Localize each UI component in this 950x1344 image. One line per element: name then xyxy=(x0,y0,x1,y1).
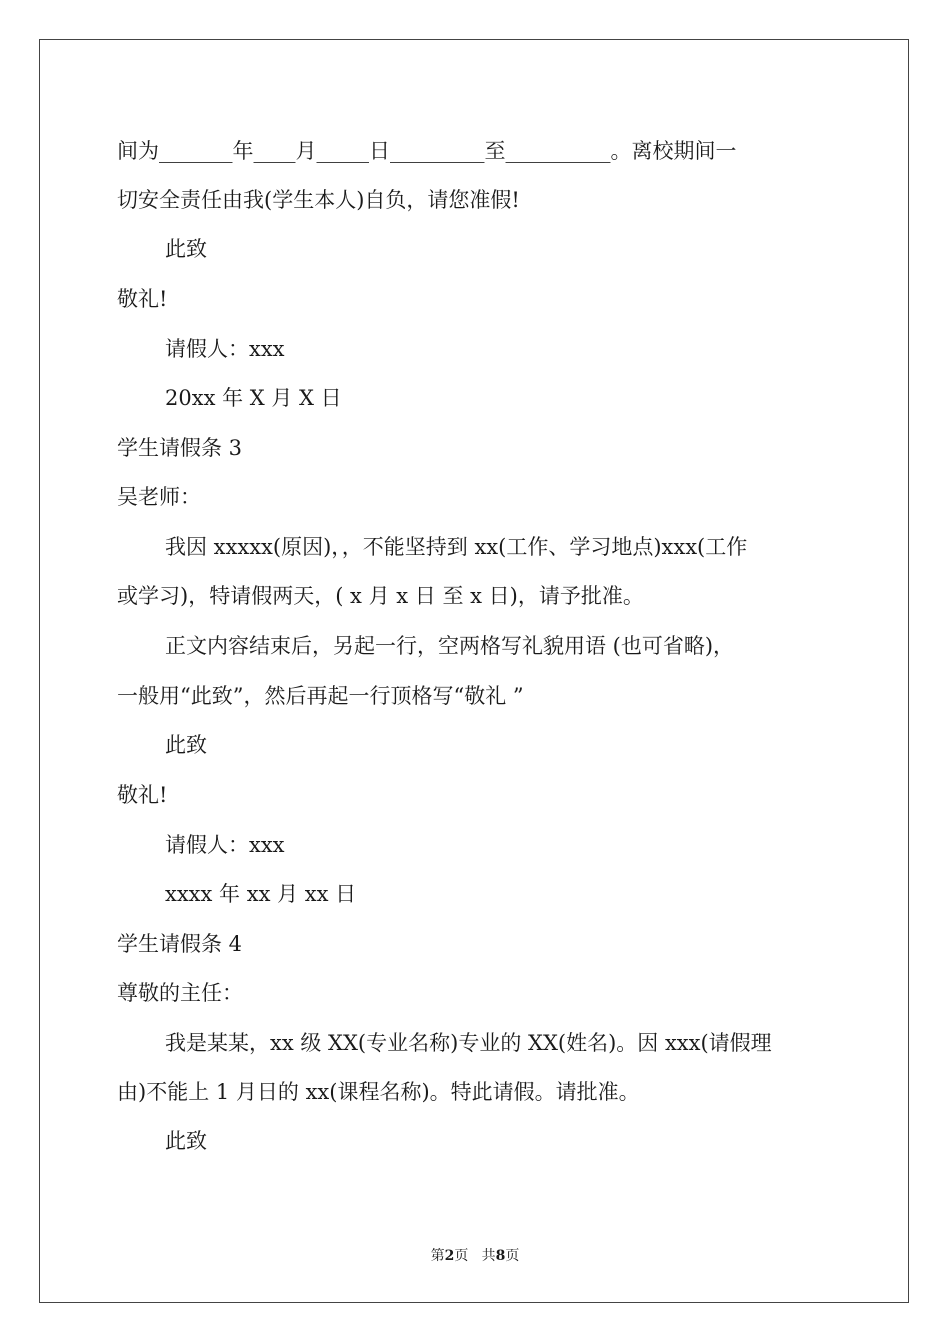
text-line: 20xx 年 X 月 X 日 xyxy=(165,386,342,410)
footer-suffix: 页 xyxy=(505,1248,520,1264)
text-line: 请假人：xxx xyxy=(165,337,285,361)
text-line: 请假人：xxx xyxy=(165,833,285,857)
text-line: 正文内容结束后，另起一行，空两格写礼貌用语 (也可省略)， xyxy=(165,634,735,658)
text-line: 我是某某，xx 级 XX(专业名称)专业的 XX(姓名)。因 xxx(请假理 xyxy=(165,1031,772,1055)
footer-middle: 页 共 xyxy=(454,1248,496,1264)
text-line: 此致 xyxy=(165,1129,207,1153)
text-line: 由)不能上 1 月日的 xx(课程名称)。特此请假。请批准。 xyxy=(117,1080,640,1104)
section-heading: 学生请假条 4 xyxy=(117,932,243,956)
text-line: 切安全责任由我(学生本人)自负，请您准假! xyxy=(117,188,520,212)
text-line: 敬礼! xyxy=(117,287,168,311)
current-page-number: 2 xyxy=(444,1248,455,1264)
total-pages-number: 8 xyxy=(495,1248,506,1264)
text-line: xxxx 年 xx 月 xx 日 xyxy=(165,882,357,906)
salutation: 尊敬的主任： xyxy=(117,981,243,1005)
text-line: 此致 xyxy=(165,733,207,757)
text-line: 我因 xxxxx(原因)，，不能坚持到 xx(工作、学习地点)xxx(工作 xyxy=(165,535,748,559)
text-line: 敬礼! xyxy=(117,783,168,807)
section-heading: 学生请假条 3 xyxy=(117,436,243,460)
footer-prefix: 第 xyxy=(430,1248,445,1264)
text-line: 或学习)，特请假两天，( x 月 x 日 至 x 日)，请予批准。 xyxy=(117,584,644,608)
page-border xyxy=(39,39,909,1303)
text-line: 一般用“此致”，然后再起一行顶格写“敬礼 ” xyxy=(117,684,524,708)
text-line: 此致 xyxy=(165,237,207,261)
text-line: 间为_______年____月_____日_________至__________。离校期间一 xyxy=(117,139,737,163)
salutation: 吴老师： xyxy=(117,485,201,509)
page-footer xyxy=(0,1246,950,1266)
